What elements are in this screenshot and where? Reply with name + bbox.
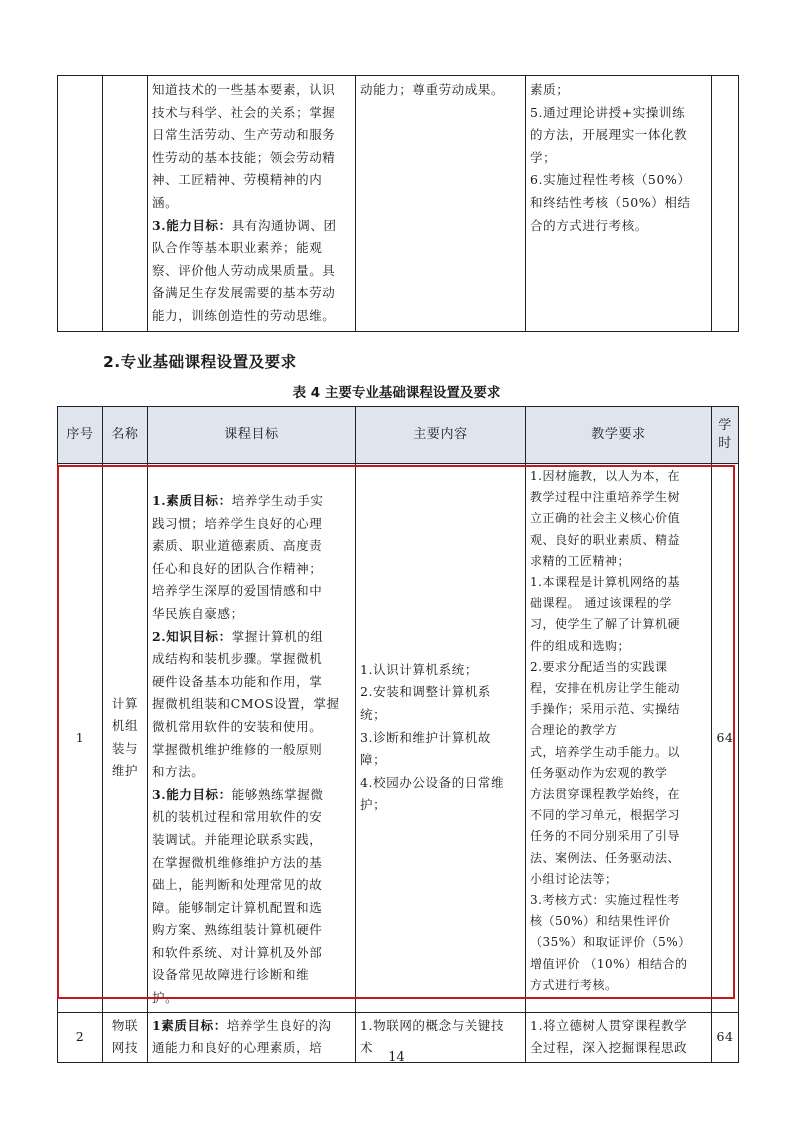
row-goal: 1.素质目标：培养学生动手实 践习惯；培养学生良好的心理 素质、职业道德素质、高度责 任心和良好的团队合作精神； 培养学生深厚的爱国情感和中 华民族自豪感； 2.知识目标：掌握计算机的组 成结构和装机步骤。掌握微机 硬件设备基本功能和作用，掌 握微机组装和CMOS设置，掌握 微机常用软件的安装和使用。 掌握微机维护维修的一般原则 和方法。 3.能力目标：能够熟练掌握微 机的装机过程和常用软件的安 装调试。并能理论联系实践， 在掌握微机维修维护方法的基 础上，能判断和处理常见的故 障。能够制定计算机配置和选 购方案、熟练组装计算机硬件 和软件系统、对计算机及外部 设备常见故障进行诊断和维 护。 (148, 464, 356, 1013)
row-hours: 64 (712, 1012, 739, 1062)
row-goal: 1素质目标：培养学生良好的沟 通能力和良好的心理素质，培 (148, 1012, 356, 1062)
section-heading: 2.专业基础课程设置及要求 (103, 353, 297, 371)
header-name: 名称 (103, 407, 148, 464)
row-content: 1.认识计算机系统； 2.安装和调整计算机系 统； 3.诊断和维护计算机故 障； 4.校园办公设备的日常维 护； (356, 464, 526, 1013)
header-goal: 课程目标 (148, 407, 356, 464)
header-no: 序号 (58, 407, 103, 464)
header-content: 主要内容 (356, 407, 526, 464)
cont-hours-cell (712, 76, 739, 332)
row-no: 2 (58, 1012, 103, 1062)
row-content: 1.物联网的概念与关键技 术 (356, 1012, 526, 1062)
header-req: 教学要求 (526, 407, 712, 464)
row-no: 1 (58, 464, 103, 1013)
row-req: 1.将立德树人贯穿课程教学 全过程，深入挖掘课程思政 (526, 1012, 712, 1062)
table-header-row (58, 407, 739, 464)
row-name: 物联 网技 (103, 1012, 148, 1062)
cont-content-cell: 动能力；尊重劳动成果。 (356, 76, 526, 332)
course-table (57, 406, 739, 1063)
table-row (58, 464, 739, 1013)
header-hours: 学 时 (712, 407, 739, 464)
row-req: 1.因材施教，以人为本，在 教学过程中注重培养学生树 立正确的社会主义核心价值 观、良好的职业素质、精益 求精的工匠精神； 1.本课程是计算机网络的基 础课程。 通过该课程的学 习，使学生了解了计算机硬 件的组成和选购； 2.要求分配适当的实践课 程，安排在机房让学生能动 手操作；采用示范、实操结 合理论的教学方 式，培养学生动手能力。以 任务驱动作为宏观的教学 方法贯穿课程教学始终，在 不同的学习单元，根据学习 任务的不同分别采用了引导 法、案例法、任务驱动法、 小组讨论法等； 3.考核方式：实施过程性考 核（50%）和结果性评价 （35%）和取证评价（5%） 增值评价 （10%）相结合的 方式进行考核。 (526, 464, 712, 1013)
cont-name-cell (103, 76, 148, 332)
cont-no-cell (58, 76, 103, 332)
row-name: 计算 机组 装与 维护 (103, 464, 148, 1013)
continued-table (57, 75, 739, 332)
row-hours: 64 (712, 464, 739, 1013)
cont-goal-cell: 知道技术的一些基本要素，认识 技术与科学、社会的关系；掌握 日常生活劳动、生产劳动和服务 性劳动的基本技能；领会劳动精 神、工匠精神、劳模精神的内 涵。 3.能力目标：具有沟通协调、团 队合作等基本职业素养；能观 察、评价他人劳动成果质量。具 备满足生存发展需要的基本劳动 能力，训练创造性的劳动思维。 (148, 76, 356, 332)
page-number: 14 (388, 1050, 405, 1065)
table-caption: 表 4 主要专业基础课程设置及要求 (292, 385, 501, 401)
cont-req-cell: 素质； 5.通过理论讲授+实操训练 的方法，开展理实一体化教 学； 6.实施过程性考核（50%） 和终结性考核（50%）相结 合的方式进行考核。 (526, 76, 712, 332)
